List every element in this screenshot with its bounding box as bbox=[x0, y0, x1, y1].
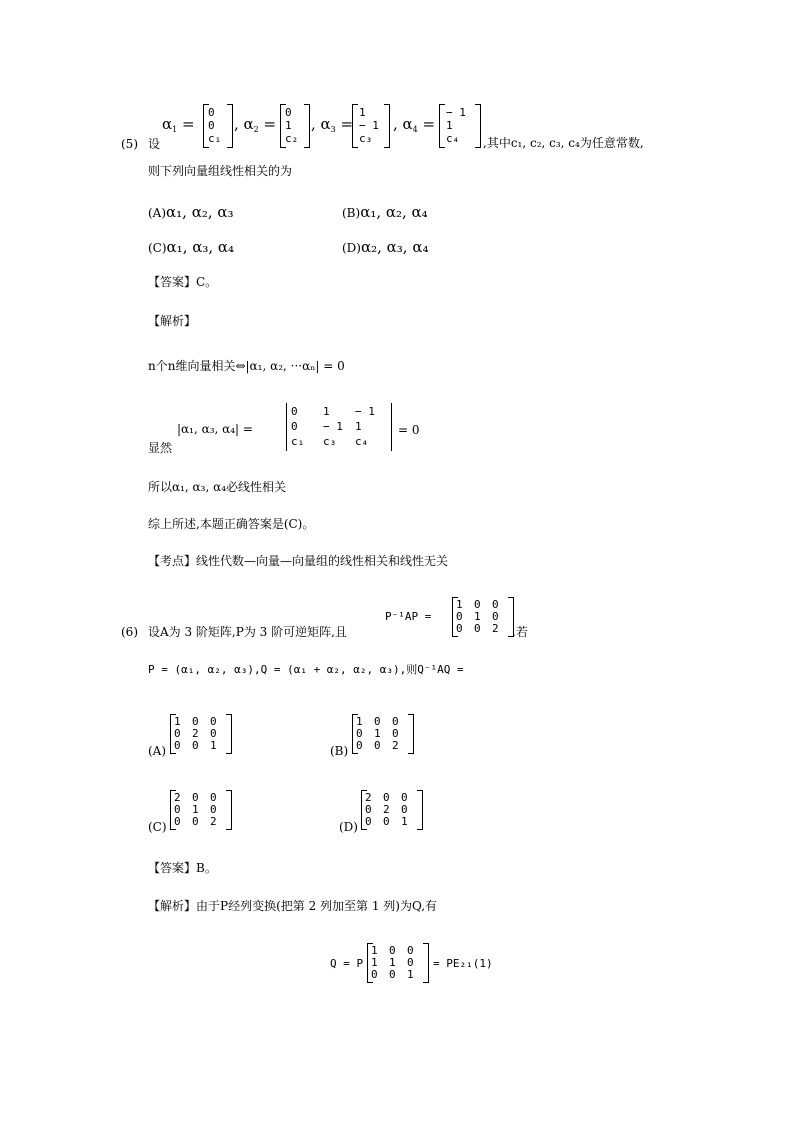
matrix-cell: 0 bbox=[208, 105, 215, 119]
bracket-right bbox=[227, 104, 233, 148]
q6-option-c-label[interactable]: (C) bbox=[148, 820, 167, 834]
matrix-cell: c₄ bbox=[355, 434, 369, 448]
q5-option-a[interactable]: (A)α₁, α₂, α₃ bbox=[148, 203, 234, 221]
bracket-right bbox=[226, 790, 232, 830]
q6-stem: 设A为 3 阶矩阵,P为 3 阶可逆矩阵,且 bbox=[148, 625, 347, 639]
q5-line2-prefix: 显然 bbox=[148, 441, 173, 455]
matrix-cell: 1 bbox=[174, 715, 181, 728]
matrix-cell: 1 bbox=[374, 727, 381, 740]
matrix-cell: 0 bbox=[401, 803, 408, 816]
matrix-cell: c₁ bbox=[208, 132, 222, 146]
matrix-cell: c₁ bbox=[291, 434, 305, 448]
matrix-cell: 0 bbox=[291, 420, 298, 433]
matrix-cell: 1 bbox=[389, 956, 396, 969]
matrix-cell: 0 bbox=[192, 791, 199, 804]
matrix-cell: 0 bbox=[407, 956, 414, 969]
q6-option-b-matrix[interactable] bbox=[352, 714, 414, 754]
matrix-cell: 1 bbox=[401, 815, 408, 828]
q6-q-lhs: Q = P bbox=[330, 957, 364, 970]
q5-summary: 综上所述,本题正确答案是(C)。 bbox=[148, 517, 315, 531]
matrix-cell: c₃ bbox=[359, 132, 373, 146]
q6-ruo: .若 bbox=[512, 625, 528, 639]
matrix-cell: 0 bbox=[392, 727, 399, 740]
matrix-cell: − 1 bbox=[323, 420, 343, 433]
matrix-cell: 0 bbox=[174, 727, 181, 740]
matrix-cell: 0 bbox=[174, 815, 181, 828]
matrix-cell: 1 bbox=[356, 715, 363, 728]
q5-number: (5) bbox=[121, 137, 138, 151]
matrix-cell: 0 bbox=[389, 944, 396, 957]
q5-tail: ,其中c₁, c₂, c₃, c₄为任意常数, bbox=[483, 136, 644, 150]
q5-determinant bbox=[286, 403, 392, 451]
matrix-cell: 0 bbox=[210, 791, 217, 804]
q6-option-d-matrix[interactable] bbox=[361, 790, 423, 830]
matrix-cell: − 1 bbox=[355, 405, 375, 419]
matrix-cell: 0 bbox=[374, 715, 381, 728]
matrix-cell: 0 bbox=[492, 610, 499, 623]
bracket-left bbox=[439, 104, 445, 148]
matrix-cell: 0 bbox=[365, 815, 372, 828]
alpha2-vector bbox=[280, 104, 310, 148]
q5-kaodian: 【考点】线性代数—向量—向量组的线性相关和线性无关 bbox=[148, 554, 449, 568]
q6-number: (6) bbox=[121, 625, 138, 639]
bracket-right bbox=[423, 943, 429, 983]
bracket-left bbox=[352, 104, 358, 148]
matrix-cell: 2 bbox=[174, 791, 181, 804]
matrix-cell: 0 bbox=[389, 968, 396, 981]
q5-option-b[interactable]: (B)α₁, α₂, α₄ bbox=[342, 203, 428, 221]
q5-line2-det-label: |α₁, α₃, α₄| = bbox=[177, 422, 253, 436]
q6-answer: 【答案】B。 bbox=[148, 861, 217, 875]
matrix-cell: 0 bbox=[456, 610, 463, 623]
matrix-cell: 0 bbox=[192, 815, 199, 828]
alpha4-vector bbox=[439, 104, 481, 148]
q5-answer: 【答案】C。 bbox=[148, 275, 218, 289]
matrix-cell: 1 bbox=[285, 119, 292, 132]
matrix-cell: c₃ bbox=[323, 434, 337, 448]
matrix-cell: 2 bbox=[210, 815, 217, 828]
matrix-cell: 0 bbox=[210, 715, 217, 728]
bracket-right bbox=[304, 104, 310, 148]
alpha1-vector bbox=[203, 104, 233, 148]
q6-p-expr: P⁻¹AP = bbox=[385, 610, 432, 623]
matrix-cell: − 1 bbox=[359, 119, 379, 132]
matrix-cell: 2 bbox=[392, 739, 399, 752]
matrix-cell: 0 bbox=[208, 119, 215, 132]
bracket-right bbox=[408, 714, 414, 754]
matrix-cell: 0 bbox=[356, 727, 363, 740]
bracket-right bbox=[384, 104, 390, 148]
matrix-cell: 1 bbox=[446, 119, 453, 132]
matrix-cell: 2 bbox=[383, 803, 390, 816]
q6-option-a-matrix[interactable] bbox=[170, 714, 232, 754]
matrix-cell: 0 bbox=[456, 622, 463, 635]
q5-line2-eq: = 0 bbox=[398, 423, 420, 437]
matrix-cell: 1 bbox=[359, 105, 366, 119]
matrix-cell: 0 bbox=[492, 598, 499, 611]
matrix-cell: 2 bbox=[192, 727, 199, 740]
matrix-cell: 0 bbox=[192, 739, 199, 752]
q5-option-c[interactable]: (C)α₁, α₃, α₄ bbox=[148, 238, 235, 256]
q5-stem: 则下列向量组线性相关的为 bbox=[148, 164, 293, 178]
matrix-cell: 1 bbox=[474, 610, 481, 623]
q5-intro: 设 bbox=[148, 137, 161, 151]
matrix-cell: 1 bbox=[456, 598, 463, 611]
matrix-cell: 0 bbox=[210, 727, 217, 740]
q6-option-a-label[interactable]: (A) bbox=[148, 744, 167, 758]
alpha3-vector bbox=[352, 104, 390, 148]
matrix-cell: 1 bbox=[210, 739, 217, 752]
matrix-cell: 0 bbox=[474, 622, 481, 635]
matrix-cell: 2 bbox=[492, 622, 499, 635]
matrix-cell: 0 bbox=[371, 968, 378, 981]
matrix-cell: 1 bbox=[371, 944, 378, 957]
matrix-cell: 2 bbox=[365, 791, 372, 804]
q5-analysis-line3: 所以α₁, α₃, α₄必线性相关 bbox=[148, 480, 287, 494]
q6-line2: P = (α₁, α₂, α₃),Q = (α₁ + α₂, α₂, α₃),则Q⁻¹AQ = bbox=[148, 663, 464, 676]
matrix-cell: 0 bbox=[356, 739, 363, 752]
matrix-cell: c₄ bbox=[446, 132, 460, 146]
matrix-cell: 0 bbox=[174, 803, 181, 816]
matrix-cell: c₂ bbox=[285, 132, 299, 146]
q5-option-d[interactable]: (D)α₂, α₃, α₄ bbox=[342, 238, 429, 256]
q5-analysis-title: 【解析】 bbox=[148, 314, 197, 328]
q6-q-rhs: = PE₂₁(1) bbox=[433, 957, 493, 970]
matrix-cell: 0 bbox=[383, 815, 390, 828]
matrix-cell: 0 bbox=[374, 739, 381, 752]
matrix-cell: 0 bbox=[392, 715, 399, 728]
matrix-cell: 0 bbox=[401, 791, 408, 804]
q5-analysis-line1: n个n维向量相关⇔|α₁, α₂, ···αₙ| = 0 bbox=[148, 359, 345, 373]
matrix-cell: 1 bbox=[371, 956, 378, 969]
matrix-cell: − 1 bbox=[446, 105, 466, 119]
matrix-cell: 0 bbox=[474, 598, 481, 611]
matrix-cell: 0 bbox=[192, 715, 199, 728]
matrix-cell: 0 bbox=[407, 944, 414, 957]
matrix-cell: 0 bbox=[291, 405, 298, 419]
matrix-cell: 0 bbox=[383, 791, 390, 804]
matrix-cell: 0 bbox=[365, 803, 372, 816]
matrix-cell: 0 bbox=[174, 739, 181, 752]
q6-option-b-label[interactable]: (B) bbox=[330, 744, 349, 758]
alpha4-symbol: , $\alpha_4$ = bbox=[393, 115, 436, 134]
q6-option-d-label[interactable]: (D) bbox=[339, 820, 358, 834]
q6-option-c-matrix[interactable] bbox=[170, 790, 232, 830]
q6-q-matrix bbox=[367, 943, 429, 983]
matrix-cell: 1 bbox=[192, 803, 199, 816]
q6-p-matrix bbox=[452, 597, 514, 637]
matrix-cell: 0 bbox=[210, 803, 217, 816]
bracket-right bbox=[475, 104, 481, 148]
q6-analysis: 【解析】由于P经列变换(把第 2 列加至第 1 列)为Q,有 bbox=[148, 899, 438, 913]
matrix-cell: 1 bbox=[323, 405, 330, 419]
matrix-cell: 1 bbox=[355, 420, 362, 433]
alpha3-symbol: , $\alpha_3$ = bbox=[311, 115, 354, 134]
alpha1-symbol: $\alpha_1$ = bbox=[162, 115, 195, 134]
matrix-cell: 0 bbox=[285, 105, 292, 119]
bracket-right bbox=[226, 714, 232, 754]
matrix-cell: 1 bbox=[407, 968, 414, 981]
bracket-right bbox=[417, 790, 423, 830]
alpha2-symbol: , $\alpha_2$ = bbox=[234, 115, 277, 134]
